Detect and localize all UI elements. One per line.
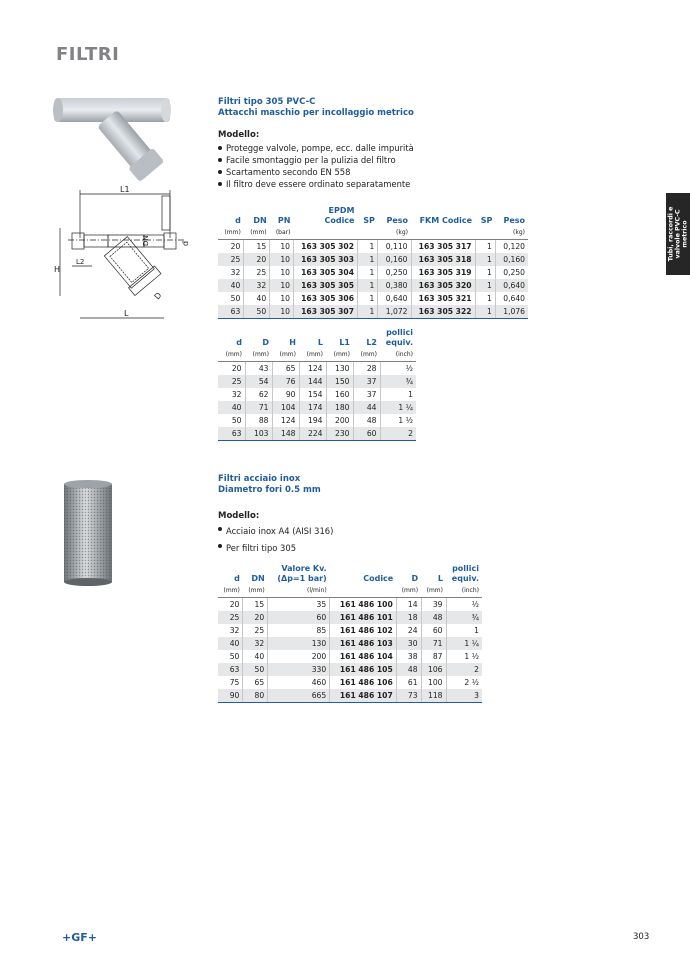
table-cell: 0,110 — [378, 240, 411, 254]
col-header: SP — [363, 216, 375, 225]
table-cell: 90 — [272, 388, 299, 401]
col-header: D — [262, 338, 269, 347]
col-header: d — [236, 338, 242, 347]
table-cell: 37 — [353, 375, 380, 388]
col-header: FKM Codice — [419, 216, 473, 225]
table-cell: 161 486 107 — [330, 689, 397, 703]
table-cell: 0,640 — [495, 292, 528, 305]
table-row — [218, 401, 416, 414]
section-filtri-inox — [218, 474, 333, 557]
table-cell: 1 — [357, 292, 377, 305]
col-unit: (kg) — [396, 229, 409, 236]
table-row — [218, 427, 416, 441]
table-row — [218, 689, 482, 703]
col-unit: (mm) — [401, 587, 419, 594]
section1-model-label: Modello: — [218, 130, 260, 140]
y-strainer-photo — [52, 88, 172, 188]
table-cell: 2 — [446, 663, 482, 676]
table-cell: 40 — [218, 401, 245, 414]
table-cell: 1 ½ — [446, 650, 482, 663]
section2-model-label: Modello: — [218, 511, 260, 521]
col-unit: (mm) — [426, 587, 443, 594]
table-cell: 25 — [243, 624, 268, 637]
table-cell: 10 — [270, 305, 294, 319]
table-row — [218, 375, 416, 388]
table-cell: 1 — [475, 240, 495, 254]
table-cell: 1 — [357, 279, 377, 292]
table-cell: 50 — [231, 416, 242, 425]
table-cell: ½ — [380, 362, 416, 376]
table-cell: 148 — [272, 427, 299, 441]
table-cell: 90 — [218, 689, 243, 703]
table-cell: ½ — [446, 598, 482, 612]
col-unit: (kg) — [513, 229, 525, 236]
table-cell: 32 — [229, 626, 240, 635]
col-header: SP — [480, 216, 493, 225]
table-cell: 80 — [243, 689, 268, 703]
table-cell: 144 — [299, 375, 326, 388]
table-cell: 163 305 322 — [411, 305, 475, 319]
table-cell: 1 — [475, 253, 495, 266]
col-unit: (mm) — [225, 351, 242, 358]
table-cell: 71 — [245, 401, 272, 414]
col-header: Peso — [386, 216, 409, 225]
table-cell: 32 — [230, 268, 241, 277]
table-row — [218, 611, 482, 624]
table-cell: 44 — [353, 401, 380, 414]
page-title: FILTRI — [56, 44, 120, 65]
table-cell: ¾ — [446, 611, 482, 624]
table-cell: 161 486 101 — [330, 611, 397, 624]
table-cell: 1 — [357, 266, 377, 279]
table-cell: 0,640 — [495, 279, 528, 292]
table-cell: 163 305 302 — [293, 240, 357, 254]
list-item: Scartamento secondo EN 558 — [218, 166, 414, 178]
gf-logo: +GF+ — [62, 931, 97, 944]
table-cell: 163 305 320 — [411, 279, 475, 292]
dim-D: D — [152, 290, 164, 302]
col-header: PN — [277, 216, 291, 225]
table-cell: 32 — [243, 637, 268, 650]
section-filtri-305 — [218, 97, 414, 190]
table-cell: 460 — [268, 676, 330, 689]
table-cell: 1 — [475, 305, 495, 319]
table-cell: 14 — [396, 598, 421, 612]
table-cell: 63 — [218, 663, 243, 676]
table-cell: 85 — [268, 624, 330, 637]
col-unit: (mm) — [360, 351, 377, 358]
page-number: 303 — [633, 932, 650, 942]
list-item: Per filtri tipo 305 — [218, 540, 333, 557]
col-unit: (mm) — [333, 351, 350, 358]
table-cell: 100 — [421, 676, 446, 689]
table-cell: 200 — [268, 650, 330, 663]
table-cell: 103 — [245, 427, 272, 441]
table-cell: 1 — [475, 292, 495, 305]
table-cell: 18 — [396, 611, 421, 624]
table-cell: 224 — [299, 427, 326, 441]
table-row — [218, 598, 482, 612]
col-unit: (mm) — [279, 351, 296, 358]
table-cell: 20 — [218, 598, 243, 612]
table-row — [218, 650, 482, 663]
table-cell: 65 — [272, 362, 299, 376]
col-header: H — [289, 338, 296, 347]
col-header: D — [411, 574, 419, 583]
table-row — [218, 676, 482, 689]
col-header: EPDM Codice — [324, 206, 355, 225]
col-header: d — [235, 216, 241, 225]
table-cell: 25 — [218, 375, 245, 388]
dim-DN: DN — [142, 235, 150, 246]
col-header: L — [317, 338, 323, 347]
table-cell: 43 — [245, 362, 272, 376]
table-row — [218, 253, 528, 266]
table-cell: 0,160 — [495, 253, 528, 266]
col-unit: (bar) — [275, 229, 291, 236]
table-cell: 163 305 321 — [411, 292, 475, 305]
table-row — [218, 362, 416, 376]
table-cell: 35 — [268, 598, 330, 612]
table-cell: 154 — [299, 388, 326, 401]
table-cell: 0,250 — [378, 266, 411, 279]
table-cell: 75 — [229, 678, 240, 687]
table-cell: 1 — [380, 388, 416, 401]
col-header: Peso — [503, 216, 525, 225]
table-cell: 118 — [421, 689, 446, 703]
table-cell: 63 — [218, 427, 245, 441]
table-cell: 20 — [218, 362, 245, 376]
table-cell: 1 ¼ — [446, 637, 482, 650]
table-row — [218, 624, 482, 637]
table-cell: 15 — [244, 240, 270, 254]
table-cell: 1 — [475, 279, 495, 292]
table-dimensions-305 — [218, 328, 416, 441]
table-cell: 48 — [353, 414, 380, 427]
col-unit: (mm) — [224, 229, 241, 236]
table-cell: 88 — [245, 414, 272, 427]
table-cell: 10 — [270, 253, 294, 266]
table-cell: 10 — [270, 240, 294, 254]
table-cell: 163 305 319 — [411, 266, 475, 279]
section2-subtitle: Diametro fori 0.5 mm — [218, 485, 321, 495]
table-row — [218, 240, 528, 254]
table-cell: 25 — [218, 611, 243, 624]
col-unit: (inch) — [461, 587, 479, 594]
table-row — [218, 663, 482, 676]
table-cell: 50 — [244, 305, 270, 319]
table-cell: 24 — [396, 624, 421, 637]
table-cell: 48 — [421, 611, 446, 624]
table-cell: 161 486 106 — [330, 676, 397, 689]
table-cell: 174 — [299, 401, 326, 414]
table-cell: 40 — [218, 279, 244, 292]
dim-L2: L2 — [76, 258, 85, 266]
technical-drawing — [52, 180, 190, 328]
table-cell: 665 — [268, 689, 330, 703]
table-cell: 106 — [421, 663, 446, 676]
col-unit: (mm) — [248, 587, 265, 594]
col-unit: (mm) — [250, 229, 267, 236]
table-cell: 61 — [396, 676, 421, 689]
table-cell: 163 305 307 — [293, 305, 357, 319]
table-cell: 73 — [396, 689, 421, 703]
table-cell: 38 — [396, 650, 421, 663]
table-cell: 54 — [245, 375, 272, 388]
side-tab-label: Tubi, raccordi e valvole PVC-C metrico — [667, 206, 689, 262]
table-cell: 30 — [396, 637, 421, 650]
table-cell: 15 — [243, 598, 268, 612]
col-unit: (mm) — [223, 587, 240, 594]
table-cell: 20 — [218, 240, 244, 254]
table-cell: 161 486 103 — [330, 637, 397, 650]
table-cell: 10 — [270, 266, 294, 279]
table-cell: 25 — [218, 253, 244, 266]
section2-bullets — [218, 523, 333, 557]
table-cell: 63 — [218, 305, 244, 319]
table-cell: 163 305 318 — [411, 253, 475, 266]
table-cell: 40 — [243, 650, 268, 663]
table-cell: 1 — [357, 240, 377, 254]
table-cell: 71 — [421, 637, 446, 650]
table-cell: 130 — [268, 637, 330, 650]
table-cell: 0,640 — [378, 292, 411, 305]
col-header: DN — [251, 574, 265, 583]
table-cell: 161 486 102 — [330, 624, 397, 637]
table-row — [218, 266, 528, 279]
col-header: L1 — [339, 338, 350, 347]
table-cell: 0,380 — [378, 279, 411, 292]
table-cell: 40 — [218, 637, 243, 650]
table-cell: 0,250 — [495, 266, 528, 279]
table-cell: 76 — [272, 375, 299, 388]
col-header: pollici equiv. — [385, 328, 413, 347]
table-cell: 1,076 — [495, 305, 528, 319]
table-row — [218, 279, 528, 292]
table-cell: 1 — [475, 266, 495, 279]
table-cell: 1 ½ — [380, 414, 416, 427]
table-cell: 180 — [326, 401, 353, 414]
dim-L: L — [124, 309, 129, 318]
dim-d: d — [181, 240, 190, 246]
table-cell: 0,120 — [495, 240, 528, 254]
table-cell: 163 305 306 — [293, 292, 357, 305]
table-cell: 1,072 — [378, 305, 411, 319]
table-cell: 40 — [244, 292, 270, 305]
table-cell: ¾ — [380, 375, 416, 388]
col-header: Codice — [363, 574, 394, 583]
dim-H: H — [54, 265, 61, 274]
table-cell: 37 — [353, 388, 380, 401]
table-cell: 87 — [421, 650, 446, 663]
col-header: L — [437, 574, 443, 583]
table-cell: 194 — [299, 414, 326, 427]
col-header: L2 — [366, 338, 377, 347]
table-inox-filters — [218, 564, 482, 703]
side-tab — [666, 193, 690, 275]
table-row — [218, 305, 528, 319]
section1-bullets — [218, 142, 414, 190]
list-item: Acciaio inox A4 (AISI 316) — [218, 523, 333, 540]
col-header: d — [234, 574, 240, 583]
table-cell: 50 — [230, 294, 241, 303]
table-cell: 124 — [299, 362, 326, 376]
table-cell: 1 — [357, 305, 377, 319]
table-cell: 65 — [243, 676, 268, 689]
section1-subtitle: Attacchi maschio per incollaggio metrico — [218, 108, 414, 118]
table-cell: 50 — [229, 652, 240, 661]
col-unit: (l/min) — [307, 587, 327, 594]
table-cell: 50 — [243, 663, 268, 676]
table-cell: 163 305 303 — [293, 253, 357, 266]
table-cell: 2 — [380, 427, 416, 441]
mesh-filter-photo — [60, 478, 116, 586]
table-cell: 10 — [270, 279, 294, 292]
table-cell: 20 — [243, 611, 268, 624]
table-cell: 1 — [357, 253, 377, 266]
table-cell: 130 — [326, 362, 353, 376]
table-cell: 104 — [272, 401, 299, 414]
table-cell: 160 — [326, 388, 353, 401]
table-cell: 1 ¼ — [380, 401, 416, 414]
table-cell: 62 — [245, 388, 272, 401]
table-cell: 20 — [244, 253, 270, 266]
table-cell: 32 — [231, 390, 242, 399]
table-cell: 124 — [272, 414, 299, 427]
table-cell: 28 — [353, 362, 380, 376]
section1-title: Filtri tipo 305 PVC-C — [218, 97, 316, 107]
table-cell: 32 — [244, 279, 270, 292]
table-cell: 48 — [396, 663, 421, 676]
table-cell: 230 — [326, 427, 353, 441]
section2-title: Filtri acciaio inox — [218, 474, 301, 484]
table-row — [218, 388, 416, 401]
col-unit: (mm) — [252, 351, 269, 358]
table-cell: 200 — [326, 414, 353, 427]
table-cell: 3 — [446, 689, 482, 703]
table-codes-305 — [218, 206, 528, 319]
table-cell: 161 486 105 — [330, 663, 397, 676]
table-cell: 161 486 100 — [330, 598, 397, 612]
table-cell: 2 ½ — [446, 676, 482, 689]
table-cell: 25 — [244, 266, 270, 279]
list-item: Il filtro deve essere ordinato separatamente — [218, 178, 414, 190]
list-item: Protegge valvole, pompe, ecc. dalle impurità — [218, 142, 414, 154]
table-cell: 1 — [446, 624, 482, 637]
table-cell: 150 — [326, 375, 353, 388]
col-header: Valore Kv. (Δp=1 bar) — [277, 564, 327, 583]
col-header: pollici equiv. — [451, 564, 479, 583]
table-cell: 0,160 — [378, 253, 411, 266]
table-cell: 163 305 305 — [293, 279, 357, 292]
table-cell: 60 — [421, 624, 446, 637]
table-row — [218, 292, 528, 305]
table-cell: 60 — [353, 427, 380, 441]
col-header: DN — [253, 216, 267, 225]
table-cell: 330 — [268, 663, 330, 676]
dim-L1: L1 — [120, 185, 130, 194]
list-item: Facile smontaggio per la pulizia del filtro — [218, 154, 414, 166]
table-row — [218, 414, 416, 427]
col-unit: (inch) — [395, 351, 413, 358]
table-cell: 10 — [270, 292, 294, 305]
table-cell: 60 — [268, 611, 330, 624]
table-cell: 163 305 304 — [293, 266, 357, 279]
table-cell: 163 305 317 — [411, 240, 475, 254]
table-cell: 161 486 104 — [330, 650, 397, 663]
table-row — [218, 637, 482, 650]
col-unit: (mm) — [306, 351, 323, 358]
table-cell: 39 — [421, 598, 446, 612]
